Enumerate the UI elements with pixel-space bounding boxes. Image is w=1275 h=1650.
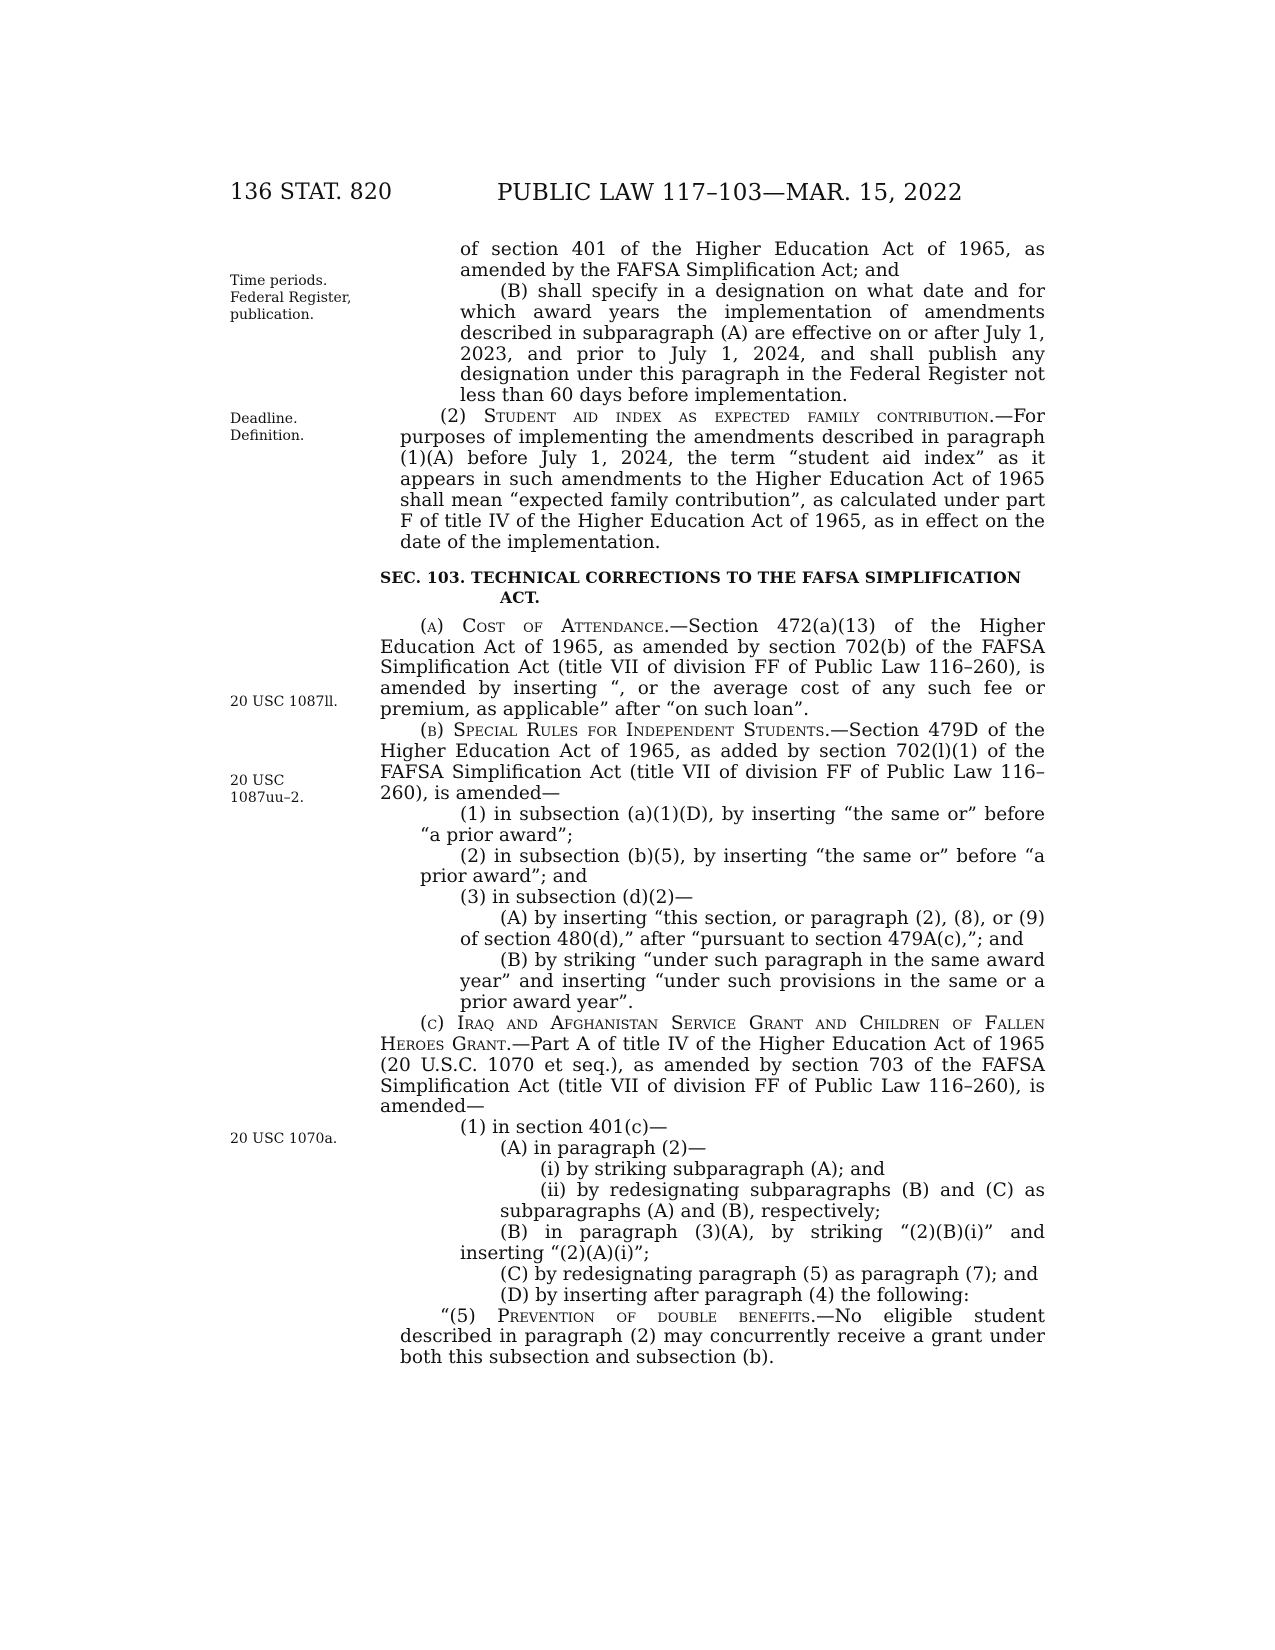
paragraph-body: —Section 472(a)(13) of the Higher Education Act of 1965, as amended by section 702(b) of the FAFSA Simplification Act (title VII of division FF of Public Law 116–260), is amended by inserting “, or the average cost of any such fee or premium, as applicable” after “on such loan”. (380, 615, 1045, 721)
paragraph: (B) in paragraph (3)(A), by striking “(2)(B)(i)” and inserting “(2)(A)(i)”; (460, 1221, 1045, 1264)
paragraph-heading: (2) Student aid index as expected family contribution. (440, 406, 995, 428)
section-title: SEC. 103. TECHNICAL CORRECTIONS TO THE FAFSA SIMPLIFICATION (380, 567, 1022, 587)
paragraph-heading: (c) Iraq and Afghanistan Service Grant and Children of Fallen Heroes Grant. (380, 1012, 1045, 1055)
paragraph (380, 407, 1045, 553)
paragraph-body: —For purposes of implementing the amendments described in paragraph (1)(A) before July 1, 2024, the term “student aid index” as it appears in such amendments to the Higher Education Act of 1965 shall mean “expected family contribution”, as calculated under part F of title IV of the Higher Education Act of 1965, as in effect on the date of the implementation. (400, 406, 1045, 553)
paragraph: (B) shall specify in a designation on what date and for which award years the implementation of amendments described in subparagraph (A) are effective on or after July 1, 2023, and prior to July 1, 2024, and shall publish any designation under this paragraph in the Federal Register not less than 60 days before implementation. (460, 280, 1045, 407)
paragraph (380, 617, 1045, 722)
paragraph: (D) by inserting after paragraph (4) the following: (500, 1284, 970, 1306)
statute-text (380, 240, 1045, 1369)
paragraph-body: —Part A of title IV of the Higher Education Act of 1965 (20 U.S.C. 1070 et seq.), as amended by section 703 of the FAFSA Simplification Act (title VII of division FF of Public Law 116–260), is amended— (380, 1033, 1045, 1118)
paragraph: (i) by striking subparagraph (A); and (540, 1159, 885, 1181)
paragraph: (B) by striking “under such paragraph in the same award year” and inserting “under such provisions in the same or a prior award year”. (460, 950, 1045, 1013)
paragraph: (2) in subsection (b)(5), by inserting “the same or” before “a prior award”; and (420, 845, 1045, 888)
section-title-continued: ACT. (500, 587, 541, 607)
paragraph-body: —Section 479D of the Higher Education Act of 1965, as added by section 702(l)(1) of the FAFSA Simplification Act (title VII of division FF of Public Law 116–260), is amended— (380, 720, 1045, 804)
paragraph: (1) in subsection (a)(1)(D), by inserting “the same or” before “a prior award”; (420, 803, 1045, 846)
running-title: PUBLIC LAW 117–103—MAR. 15, 2022 (497, 180, 963, 206)
paragraph: (A) by inserting “this section, or paragraph (2), (8), or (9) of section 480(d),” after “pursuant to section 479A(c),”; and (460, 908, 1045, 951)
paragraph: (ii) by redesignating subparagraphs (B) and (C) as subparagraphs (A) and (B), respectively; (500, 1180, 1045, 1222)
paragraph (380, 721, 1045, 805)
paragraph (380, 1014, 1045, 1119)
paragraph-heading: (b) Special Rules for Independent Students. (420, 720, 831, 742)
stat-page-number: 136 STAT. 820 (230, 180, 393, 205)
margin-note-1087uu-2: 20 USC 1087uu–2. (230, 773, 305, 806)
paragraph-heading: (a) Cost of Attendance. (420, 615, 670, 637)
margin-note-time-periods: Time periods. Federal Register, publication. (230, 273, 352, 323)
paragraph: (C) by redesignating paragraph (5) as paragraph (7); and (500, 1263, 1039, 1285)
paragraph (380, 1307, 1045, 1370)
paragraph: of section 401 of the Higher Education Act of 1965, as amended by the FAFSA Simplification Act; and (460, 239, 1045, 281)
paragraph-heading: “(5) Prevention of double benefits. (440, 1305, 817, 1327)
paragraph-body: —No eligible student described in paragraph (2) may concurrently receive a grant under both this subsection and subsection (b). (400, 1305, 1045, 1369)
section-heading (380, 568, 1045, 608)
paragraph: (3) in subsection (d)(2)— (460, 887, 694, 909)
margin-note-deadline: Deadline. Definition. (230, 411, 305, 444)
paragraph: (1) in section 401(c)— (460, 1117, 668, 1139)
margin-note-1087ll: 20 USC 1087ll. (230, 694, 338, 710)
margin-note-1070a: 20 USC 1070a. (230, 1131, 338, 1147)
paragraph: (A) in paragraph (2)— (500, 1138, 707, 1160)
